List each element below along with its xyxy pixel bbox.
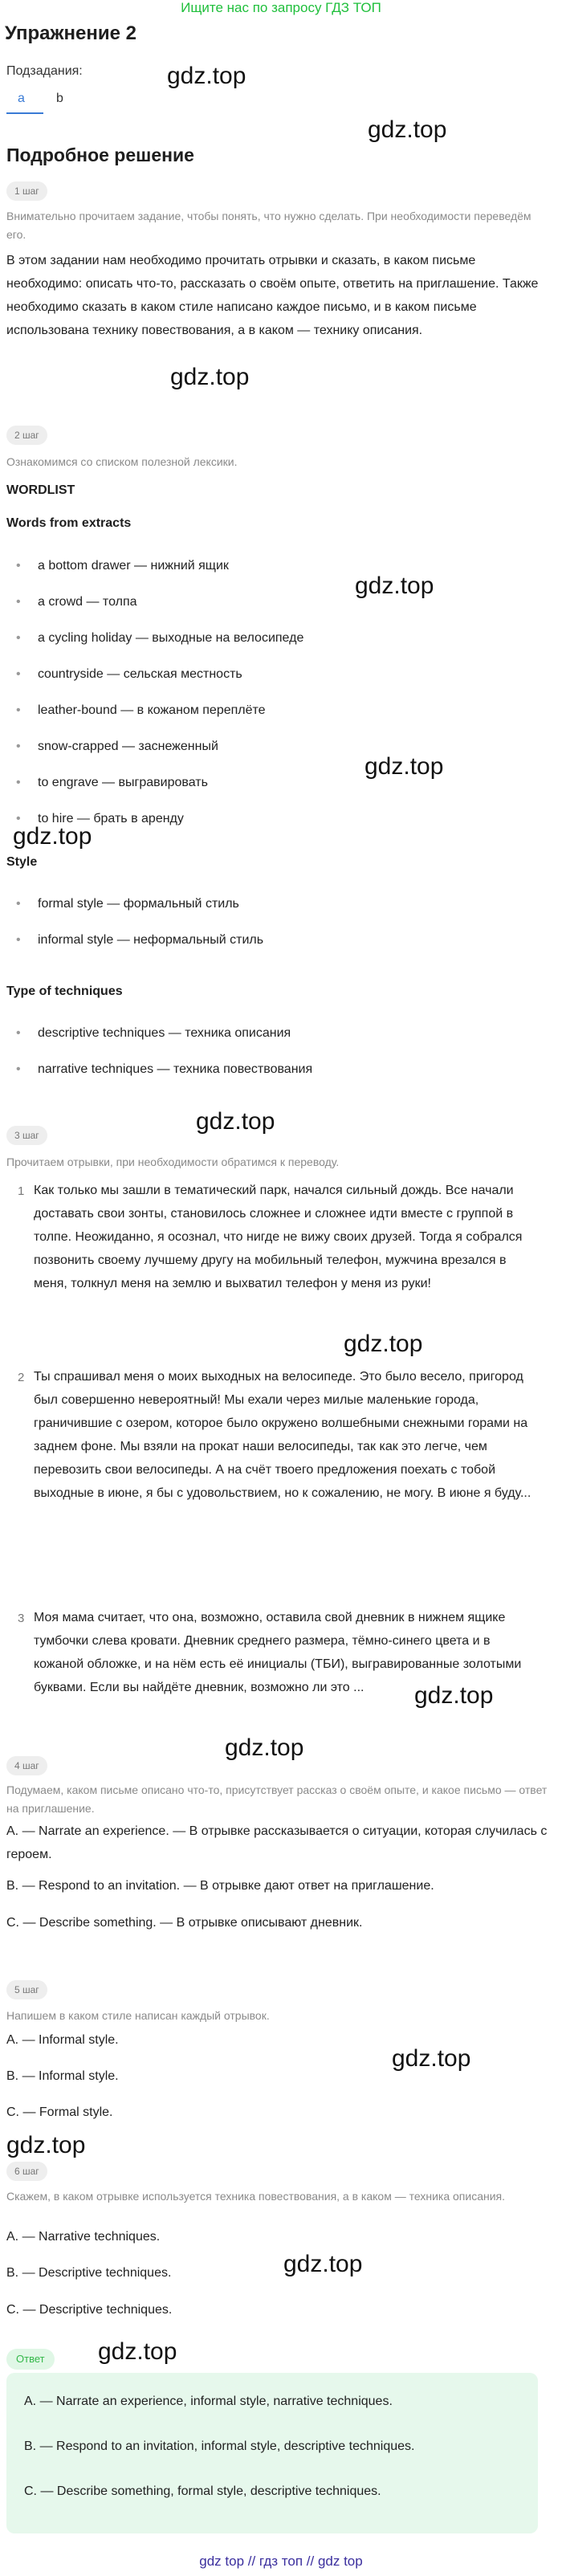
list-item: • countryside — сельская местность <box>16 667 221 682</box>
answer-badge: Ответ <box>6 2349 55 2370</box>
watermark: gdz.top <box>414 1682 494 1709</box>
step6-line-a: A. — Narrative techniques. <box>6 2230 161 2244</box>
watermark: gdz.top <box>364 753 444 780</box>
watermark: gdz.top <box>98 2338 177 2365</box>
step-badge-4: 4 шаг <box>6 1756 47 1775</box>
watermark: gdz.top <box>392 2045 471 2072</box>
list-item: • a crowd — толпа <box>16 595 116 609</box>
step1-hint: Внимательно прочитаем задание, чтобы понять, что нужно сделать. При необходимости переведём его. <box>6 210 531 241</box>
tab-a[interactable]: a <box>18 92 25 105</box>
list-item: • leather-bound — в кожаном переплёте <box>16 703 244 718</box>
answer-line-c: C. — Describe something, formal style, descriptive techniques. <box>24 2484 381 2498</box>
step-badge-3: 3 шаг <box>6 1126 47 1145</box>
step4-line-b: B. — Respond to an invitation. — В отрывке дают ответ на приглашение. <box>6 1879 434 1893</box>
extract-2: Ты спрашивал меня о моих выходных на велосипеде. Это было весело, пригород был совершенно невероятный! Мы ехали через милые маленькие города, граничившие с озером, которое было окружено волшебными снежными горами на заднем фоне. Мы взяли на прокат наши велосипеды, так как это легче, чем перевозить свои велосипеды. А на счёт твоего предложения поехать с тобой выходные в июне, я бы с удовольствием, но к сожалению, не могу. В июне я буду... <box>34 1370 531 1500</box>
style-heading: Style <box>6 855 38 869</box>
step6-line-c: C. — Descriptive techniques. <box>6 2303 173 2317</box>
step2-hint: Ознакомимся со списком полезной лексики. <box>6 455 238 468</box>
watermark: gdz.top <box>167 63 246 89</box>
watermark: gdz.top <box>283 2251 363 2277</box>
list-item: • descriptive techniques — техника описания <box>16 1026 269 1041</box>
list-item: • to engrave — выгравировать <box>16 776 186 790</box>
footer-links[interactable]: gdz top // гдз топ // gdz top <box>199 2554 363 2569</box>
list-item: • narrative techniques — техника повествования <box>16 1062 291 1077</box>
step-badge-5: 5 шаг <box>6 1980 47 1999</box>
step1-body: В этом задании нам необходимо прочитать отрывки и сказать, в каком письме необходимо: описать что-то, рассказать о своём опыте, ответить на приглашение. Также необходимо сказать в каком стиле написано каждое письмо, и в каком письме использована технику повествования, а в каком — технику описания. <box>6 254 539 337</box>
list-item: • formal style — формальный стиль <box>16 897 218 911</box>
watermark: gdz.top <box>368 116 447 143</box>
list-item: • a cycling holiday — выходные на велосипеде <box>16 631 282 646</box>
list-item: • informal style — неформальный стиль <box>16 933 242 948</box>
extract-3: Моя мама считает, что она, возможно, оставила свой дневник в нижнем ящике тумбочки слева кровати. Дневник среднего размера, тёмно-синего цвета и в кожаной обложке, и на нём есть её инициалы (ТБИ), выгравированные золотыми буквами. Если вы найдёте дневник, возможно ли это ... <box>34 1611 522 1694</box>
item-number: 1 <box>18 1184 25 1198</box>
list-item: • a bottom drawer — нижний ящик <box>16 559 207 573</box>
wordlist-heading: WORDLIST <box>6 483 75 497</box>
techniques-heading: Type of techniques <box>6 984 123 998</box>
step4-line-a: A. — Narrate an experience. — В отрывке рассказывается о ситуации, которая случилась с героем. <box>6 1824 548 1861</box>
step-badge-2: 2 шаг <box>6 426 47 445</box>
item-number: 3 <box>18 1612 25 1625</box>
watermark: gdz.top <box>344 1331 423 1357</box>
list-item: • to hire — брать в аренду <box>16 812 162 826</box>
watermark: gdz.top <box>225 1734 304 1761</box>
page-title: Упражнение 2 <box>5 22 136 44</box>
step5-line-c: C. — Formal style. <box>6 2105 113 2119</box>
watermark: gdz.top <box>355 573 434 599</box>
step5-line-b: B. — Informal style. <box>6 2069 119 2083</box>
step4-line-c: C. — Describe something. — В отрывке описывают дневник. <box>6 1916 363 1930</box>
extract-1: Как только мы зашли в тематический парк, начался сильный дождь. Все начали доставать свои зонты, становилось сложнее и сложнее идти вместе с группой в толпе. Неожиданно, я осознал, что нигде не вижу своих друзей. Тогда я собрался позвонить своему лучшему другу на мобильный телефон, мужчина врезался в меня, толкнул меня на землю и выхватил телефон у меня из руки! <box>34 1184 523 1290</box>
item-number: 2 <box>18 1371 25 1384</box>
watermark: gdz.top <box>13 823 92 850</box>
watermark: gdz.top <box>196 1108 275 1135</box>
list-item: • snow-crapped — заснеженный <box>16 740 197 754</box>
answer-line-b: B. — Respond to an invitation, informal style, descriptive techniques. <box>24 2439 415 2453</box>
watermark: gdz.top <box>170 364 250 390</box>
step4-hint: Подумаем, каком письме описано что-то, присутствует рассказ о своём опыте, и какое письмо — ответ на приглашение. <box>6 1783 548 1815</box>
top-banner: Ищите нас по запросу ГДЗ ТОП <box>181 0 381 15</box>
active-tab-indicator <box>6 112 43 114</box>
step3-hint: Прочитаем отрывки, при необходимости обратимся к переводу. <box>6 1156 340 1168</box>
step-badge-1: 1 шаг <box>6 181 47 201</box>
solution-title: Подробное решение <box>6 145 194 165</box>
watermark: gdz.top <box>6 2132 86 2158</box>
step5-hint: Напишем в каком стиле написан каждый отрывок. <box>6 2009 270 2022</box>
answer-line-a: A. — Narrate an experience, informal style, narrative techniques. <box>24 2395 393 2408</box>
step5-line-a: A. — Informal style. <box>6 2033 119 2047</box>
tab-b[interactable]: b <box>56 92 63 105</box>
subtasks-label: Подзадания: <box>6 64 83 78</box>
extracts-heading: Words from extracts <box>6 516 132 530</box>
step6-line-b: B. — Descriptive techniques. <box>6 2266 172 2280</box>
step-badge-6: 6 шаг <box>6 2162 47 2181</box>
step6-hint: Скажем, в каком отрывке используется техника повествования, а в каком — техника описания. <box>6 2190 506 2203</box>
